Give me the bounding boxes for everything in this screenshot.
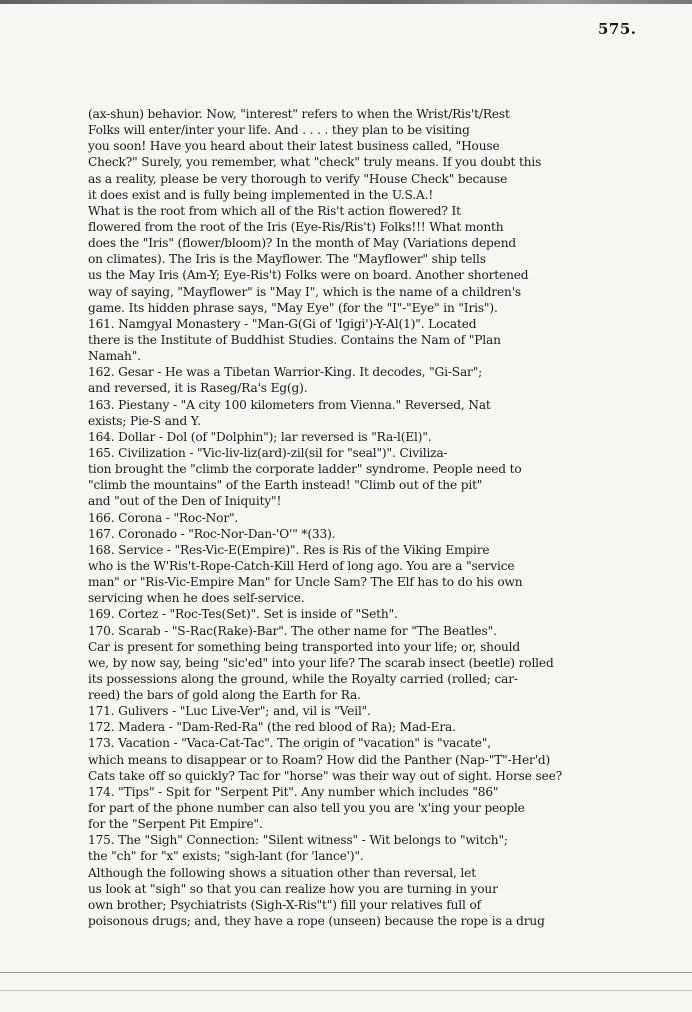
text-line: there is the Institute of Buddhist Studies. Contains the Nam of "Plan [88,332,501,347]
text-line: own brother; Psychiatrists (Sigh-X-Ris"t") fill your relatives full of [88,897,482,912]
text-line: 166. Corona - "Roc-Nor". [88,510,239,525]
text-line: exists; Pie-S and Y. [88,413,201,428]
text-line: on climates). The Iris is the Mayflower. The "Mayflower" ship tells [88,252,486,267]
text-line: game. Its hidden phrase says, "May Eye" (for the "I"-"Eye" in "Iris"). [88,300,498,315]
text-line: 175. The "Sigh" Connection: "Silent witness" - Wit belongs to "witch"; [88,833,508,848]
page-body-text [88,106,688,929]
text-line: "climb the mountains" of the Earth instead! "Climb out of the pit" [88,478,483,493]
text-line: does the "Iris" (flower/bloom)? In the month of May (Variations depend [88,236,517,251]
text-line: 165. Civilization - "Vic-liv-liz(ard)-zil(sil for "seal")". Civiliza- [88,445,448,460]
text-line: for part of the phone number can also tell you you are 'x'ing your people [88,801,525,816]
text-line: us look at "sigh" so that you can realize how you are turning in your [88,881,498,896]
text-line: poisonous drugs; and, they have a rope (unseen) because the rope is a drug [88,914,545,929]
text-line: tion brought the "climb the corporate ladder" syndrome. People need to [88,462,522,477]
text-line: way of saying, "Mayflower" is "May I", which is the name of a children's [88,284,521,299]
text-line: (ax-shun) behavior. Now, "interest" refers to when the Wrist/Ris't/Rest [88,107,510,121]
text-line: and "out of the Den of Iniquity"! [88,494,282,509]
text-line: Although the following shows a situation other than reversal, let [88,865,476,880]
text-line: Folks will enter/inter your life. And . . . . they plan to be visiting [88,123,470,138]
text-line: which means to disappear or to Roam? How did the Panther (Nap-"T"-Her'd) [88,752,551,767]
page-top-edge [0,0,692,4]
text-line: 161. Namgyal Monastery - "Man-G(Gi of 'Igigi')-Y-Al(1)". Located [88,316,477,331]
text-line: reed) the bars of gold along the Earth for Ra. [88,688,361,703]
text-line: 169. Cortez - "Roc-Tes(Set)". Set is inside of "Seth". [88,607,398,622]
text-line: the "ch" for "x" exists; "sigh-lant (for 'lance')". [88,849,364,864]
text-line: 174. "Tips" - Spit for "Serpent Pit". Any number which includes "86" [88,784,499,799]
text-line: for the "Serpent Pit Empire". [88,817,263,832]
text-line: 172. Madera - "Dam-Red-Ra" (the red blood of Ra); Mad-Era. [88,720,456,735]
text-line: us the May Iris (Am-Y; Eye-Ris't) Folks were on board. Another shortened [88,268,529,283]
text-line: What is the root from which all of the Ris't action flowered? It [88,203,461,218]
text-line: 173. Vacation - "Vaca-Cat-Tac". The origin of "vacation" is "vacate", [88,736,491,751]
text-line: man" or "Ris-Vic-Empire Man" for Uncle Sam? The Elf has to do his own [88,575,523,590]
text-line: 167. Coronado - "Roc-Nor-Dan-'O'" *(33). [88,526,336,541]
text-line: 163. Piestany - "A city 100 kilometers from Vienna." Reversed, Nat [88,397,491,412]
text-line: flowered from the root of the Iris (Eye-Ris/Ris't) Folks!!! What month [88,219,504,234]
text-line: it does exist and is fully being implemented in the U.S.A.! [88,187,434,202]
text-line: its possessions along the ground, while the Royalty carried (rolled; car- [88,671,518,686]
text-line: you soon! Have you heard about their latest business called, "House [88,139,500,154]
text-line: 170. Scarab - "S-Rac(Rake)-Bar". The other name for "The Beatles". [88,623,497,638]
text-line: Namah". [88,349,141,364]
text-line: we, by now say, being "sic'ed" into your life? The scarab insect (beetle) rolled [88,655,554,670]
text-line: servicing when he does self-service. [88,591,305,606]
text-line: as a reality, please be very thorough to verify "House Check" because [88,171,508,186]
text-line: and reversed, it is Raseg/Ra's Eg(g). [88,381,308,396]
text-line: 164. Dollar - Dol (of "Dolphin"); lar reversed is "Ra-l(El)". [88,429,432,444]
bottom-divider [0,972,692,973]
text-line: 171. Gulivers - "Luc Live-Ver"; and, vil is "Veil". [88,704,371,719]
text-line: 162. Gesar - He was a Tibetan Warrior-King. It decodes, "Gi-Sar"; [88,365,483,380]
text-line: Cats take off so quickly? Tac for "horse" was their way out of sight. Horse see? [88,768,563,783]
bottom-edge-line [0,990,692,991]
text-line: Car is present for something being transported into your life; or, should [88,639,521,654]
page-number: 575. [598,20,637,38]
text-line: 168. Service - "Res-Vic-E(Empire)". Res is Ris of the Viking Empire [88,542,490,557]
text-line: Check?" Surely, you remember, what "check" truly means. If you doubt this [88,155,542,170]
text-line: who is the W'Ris't-Rope-Catch-Kill Herd of long ago. You are a "service [88,558,515,573]
